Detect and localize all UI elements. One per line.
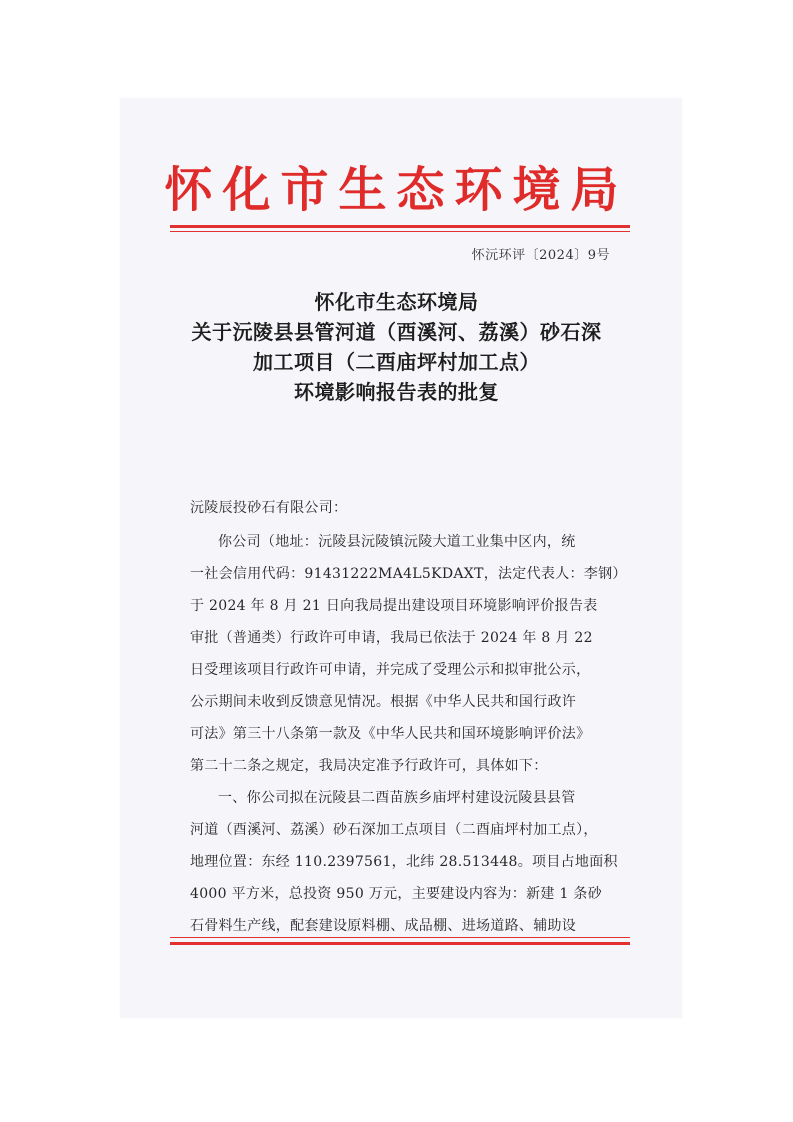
salutation: 沅陵辰投砂石有限公司： xyxy=(190,500,348,516)
body-line: 4000 平方米，总投资 950 万元，主要建设内容为：新建 1 条砂 xyxy=(190,886,603,902)
body-line: 地理位置：东经 110.2397561，北纬 28.513448。项目占地面积 xyxy=(190,854,618,870)
title-line: 环境影响报告表的批复 xyxy=(294,380,499,404)
body-line: 河道（酉溪河、荔溪）砂石深加工点项目（二酉庙坪村加工点）， xyxy=(190,822,598,838)
letterhead-title: 怀化市生态环境局 xyxy=(164,162,629,218)
document-body xyxy=(190,492,627,942)
body-line: 审批（普通类）行政许可申请，我局已依法于 2024 年 8 月 22 xyxy=(190,630,593,646)
document-number: 怀沅环评〔2024〕9号 xyxy=(471,248,610,263)
body-line: 日受理该项目行政许可申请，并完成了受理公示和拟审批公示， xyxy=(190,662,591,678)
body-line: 于 2024 年 8 月 21 日向我局提出建设项目环境影响评价报告表 xyxy=(190,598,598,614)
body-line: 你公司（地址：沅陵县沅陵镇沅陵大道工业集中区内，统 xyxy=(218,534,576,550)
body-line: 石骨料生产线，配套建设原料棚、成品棚、进场道路、辅助设 xyxy=(190,918,577,934)
body-line: 公示期间未收到反馈意见情况。根据《中华人民共和国行政许 xyxy=(190,694,577,710)
title-line: 关于沅陵县县管河道（酉溪河、荔溪）砂石深 xyxy=(191,320,602,344)
letterhead-rule-thick xyxy=(170,225,630,228)
letterhead-rule-thin xyxy=(170,231,630,232)
title-line: 加工项目（二酉庙坪村加工点） xyxy=(253,350,540,374)
body-line: 一社会信用代码：91431222MA4L5KDAXT，法定代表人：李钢） xyxy=(190,566,627,582)
title-line: 怀化市生态环境局 xyxy=(314,290,479,314)
body-line: 一、你公司拟在沅陵县二酉苗族乡庙坪村建设沅陵县县管 xyxy=(218,790,576,806)
body-line: 可法》第三十八条第一款及《中华人民共和国环境影响评价法》 xyxy=(190,726,591,742)
document-title xyxy=(0,287,793,407)
body-line: 第二十二条之规定，我局决定准予行政许可，具体如下： xyxy=(190,758,548,774)
footer-rule-thin xyxy=(170,937,630,938)
footer-rule-thick xyxy=(170,942,630,945)
